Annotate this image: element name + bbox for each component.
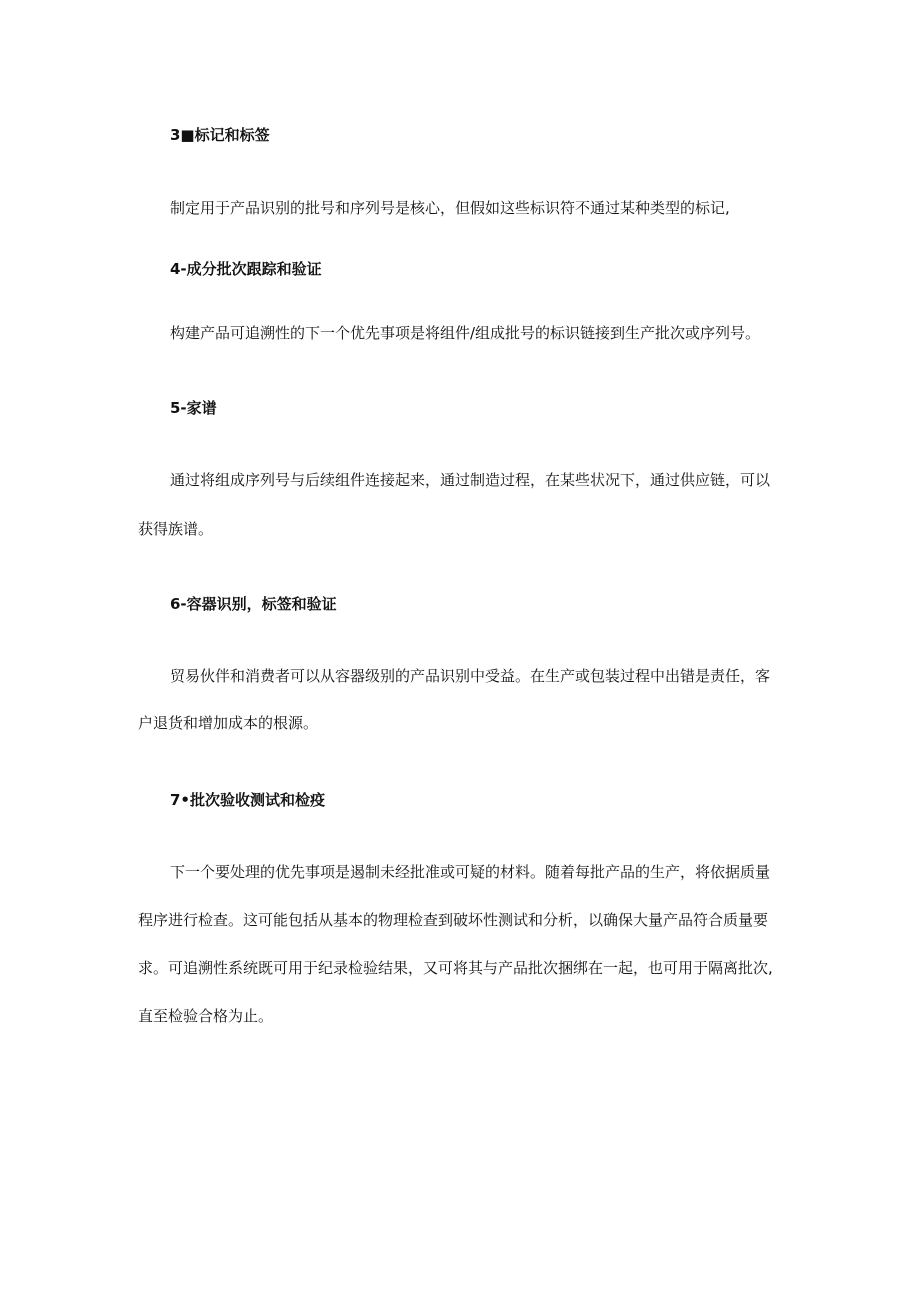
section-heading-lot-acceptance-testing: 7•批次验收测试和检疫: [170, 791, 326, 809]
paragraph-line: 贸易伙伴和消费者可以从容器级别的产品识别中受益。在生产或包装过程中出错是责任，客: [170, 667, 771, 685]
section-heading-genealogy: 5-家谱: [170, 399, 217, 417]
paragraph-line: 构建产品可追溯性的下一个优先事项是将组件/组成批号的标识链接到生产批次或序列号。: [170, 324, 761, 342]
section-heading-component-lot-tracking: 4-成分批次跟踪和验证: [170, 260, 322, 278]
paragraph-line: 获得族谱。: [138, 520, 214, 538]
paragraph-line: 通过将组成序列号与后续组件连接起来，通过制造过程，在某些状况下，通过供应链，可以: [170, 471, 771, 489]
paragraph-line: 制定用于产品识别的批号和序列号是核心，但假如这些标识符不通过某种类型的标记,: [170, 199, 730, 217]
paragraph-line: 程序进行检查。这可能包括从基本的物理检查到破坏性测试和分析，以确保大量产品符合质量要: [138, 911, 769, 929]
section-heading-container-identification: 6-容器识别，标签和验证: [170, 595, 337, 613]
section-heading-marking-labeling: 3■标记和标签: [170, 126, 270, 144]
paragraph-line: 户退货和增加成本的根源。: [138, 714, 319, 732]
paragraph-line: 求。可追溯性系统既可用于纪录检验结果，又可将其与产品批次捆绑在一起，也可用于隔离批次,: [138, 959, 773, 977]
paragraph-line: 直至检验合格为止。: [138, 1007, 274, 1025]
paragraph-line: 下一个要处理的优先事项是遏制未经批准或可疑的材料。随着每批产品的生产，将依据质量: [170, 863, 771, 881]
